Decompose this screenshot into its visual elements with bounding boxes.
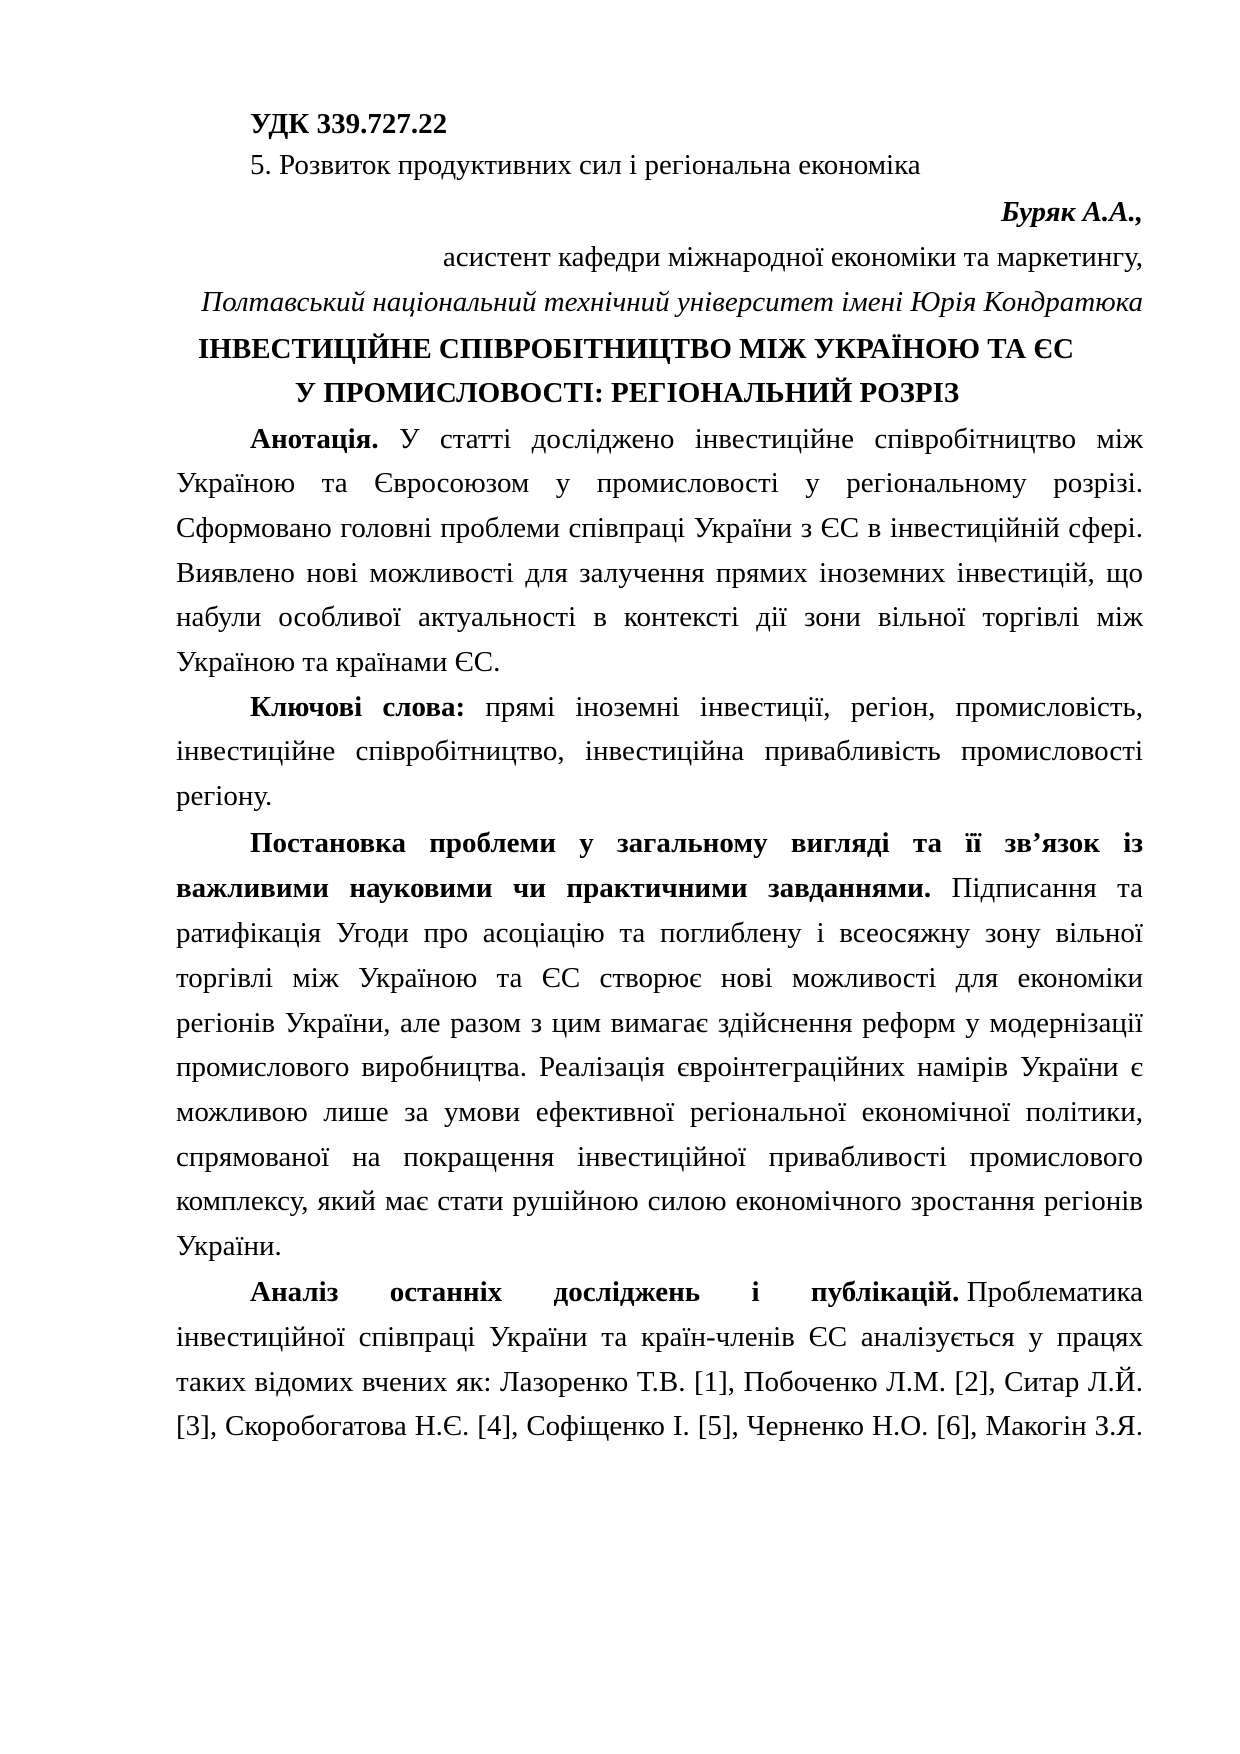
abstract-line: Виявлено нові можливості для залучення прямих іноземних інвестицій, що [176, 557, 1143, 589]
abstract-line: набули особливої актуальності в контексті дії зони вільної торгівлі між [176, 601, 1143, 633]
problem-line: регіонів України, але разом з цим вимагає здійснення реформ у модернізації [176, 1007, 1143, 1039]
problem-line: промислового виробництва. Реалізація євроінтеграційних намірів України є [176, 1051, 1143, 1083]
abstract-line: Україною та Євросоюзом у промисловості у регіональному розрізі. [176, 467, 1143, 499]
keywords-line: інвестиційне співробітництво, інвестиційна привабливість промисловості [176, 735, 1143, 767]
problem-line: України. [176, 1230, 282, 1262]
problem-heading: Постановка проблеми у загальному вигляді та її зв’язок із [250, 827, 1143, 859]
section-heading: 5. Розвиток продуктивних сил і регіональна економіка [250, 149, 921, 181]
abstract-label: Анотація. [250, 423, 379, 455]
analysis-line: таких відомих вчених як: Лазоренко Т.В. [1], Побоченко Л.М. [2], Ситар Л.Й. [176, 1366, 1143, 1398]
udc-code: УДК 339.727.22 [250, 108, 448, 140]
analysis-line [250, 1273, 1143, 1311]
problem-line: торгівлі між Україною та ЄС створює нові можливості для економіки [176, 962, 1143, 994]
analysis-text: Проблематика [966, 1276, 1144, 1308]
keywords-line: регіону. [176, 780, 273, 812]
keywords-text: прямі іноземні інвестиції, регіон, промисловість, [485, 691, 1143, 723]
problem-heading-end: важливими науковими чи практичними завданнями. [176, 872, 932, 904]
abstract-line: Сформовано головні проблеми співпраці України з ЄС в інвестиційній сфері. [176, 512, 1143, 544]
problem-text: Підписання та [951, 872, 1144, 904]
abstract-line: Україною та країнами ЄС. [176, 646, 501, 678]
analysis-heading: Аналіз останніх досліджень і публікацій. [250, 1276, 960, 1308]
author-name: Буряк А.А., [1001, 196, 1143, 228]
problem-line [176, 869, 1143, 907]
abstract-text: У статті досліджено інвестиційне співробітництво між [398, 423, 1143, 455]
analysis-line: інвестиційної співпраці України та країн-членів ЄС аналізується у працях [176, 1321, 1143, 1353]
keywords-line [250, 688, 1143, 726]
author-affiliation: Полтавський національний технічний університет імені Юрія Кондратюка [201, 286, 1143, 318]
article-title-line-2: У ПРОМИСЛОВОСТІ: РЕГІОНАЛЬНИЙ РОЗРІЗ [294, 377, 960, 409]
analysis-line: [3], Скоробогатова Н.Є. [4], Софіщенко І. [5], Черненко Н.О. [6], Макогін З.Я. [176, 1410, 1143, 1442]
problem-line: комплексу, який має стати рушійною силою економічного зростання регіонів [176, 1185, 1143, 1217]
keywords-label: Ключові слова: [250, 691, 466, 723]
problem-line: можливою лише за умови ефективної регіональної економічної політики, [176, 1096, 1143, 1128]
article-title-line-1: ІНВЕСТИЦІЙНЕ СПІВРОБІТНИЦТВО МІЖ УКРАЇНОЮ ТА ЄС [198, 333, 1074, 365]
problem-line: ратифікація Угоди про асоціацію та поглиблену і всеосяжну зону вільної [176, 917, 1143, 949]
abstract-line [250, 420, 1143, 458]
author-position: асистент кафедри міжнародної економіки та маркетингу, [442, 241, 1143, 273]
problem-line: спрямованої на покращення інвестиційної привабливості промислового [176, 1141, 1143, 1173]
